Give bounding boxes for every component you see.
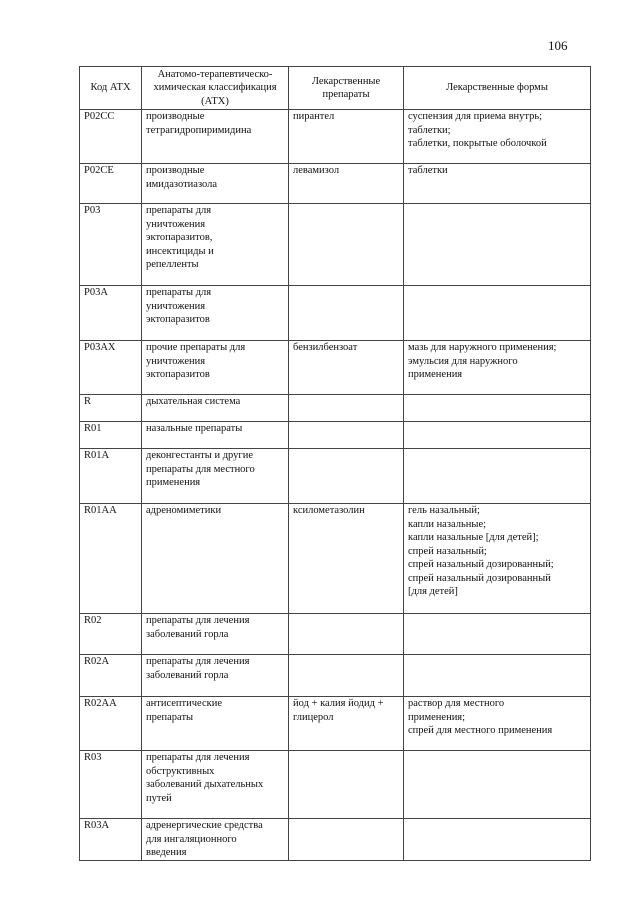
table-row	[80, 504, 591, 614]
table-row	[80, 751, 591, 819]
cell-atx: препараты для лечения обструктивных заболеваний дыхательных путей	[142, 751, 289, 819]
cell-code: R01	[80, 422, 142, 449]
header-code: Код АТХ	[80, 67, 142, 110]
cell-forms	[404, 286, 591, 341]
cell-forms	[404, 449, 591, 504]
cell-atx: препараты для лечения заболеваний горла	[142, 614, 289, 655]
cell-atx: дыхательная система	[142, 395, 289, 422]
table-row	[80, 341, 591, 395]
cell-atx: препараты для лечения заболеваний горла	[142, 655, 289, 697]
header-dosage-forms: Лекарственные формы	[404, 67, 591, 110]
table-row	[80, 449, 591, 504]
header-drugs: Лекарственные препараты	[289, 67, 404, 110]
table-row	[80, 422, 591, 449]
cell-code: R02A	[80, 655, 142, 697]
cell-atx: производные имидазотиазола	[142, 164, 289, 204]
cell-drug: бензилбензоат	[289, 341, 404, 395]
cell-drug: пирантел	[289, 110, 404, 164]
page-number: 106	[548, 38, 568, 53]
cell-drug	[289, 449, 404, 504]
table-row	[80, 697, 591, 751]
table-row	[80, 110, 591, 164]
table-row	[80, 164, 591, 204]
table-row	[80, 395, 591, 422]
cell-atx: препараты для уничтожения эктопаразитов, инсектициды и репелленты	[142, 204, 289, 286]
cell-forms: гель назальный; капли назальные; капли назальные [для детей]; спрей назальный; спрей назальный дозированный; спрей назальный дозированный [для детей]	[404, 504, 591, 614]
cell-atx: назальные препараты	[142, 422, 289, 449]
cell-atx: препараты для уничтожения эктопаразитов	[142, 286, 289, 341]
cell-drug	[289, 751, 404, 819]
cell-forms	[404, 819, 591, 861]
cell-code: P03A	[80, 286, 142, 341]
cell-atx: адреномиметики	[142, 504, 289, 614]
table-header-row	[80, 67, 591, 110]
cell-code: R01A	[80, 449, 142, 504]
cell-code: R02AA	[80, 697, 142, 751]
cell-drug	[289, 204, 404, 286]
cell-atx: производные тетрагидропиримидина	[142, 110, 289, 164]
cell-drug	[289, 286, 404, 341]
cell-code: P02CE	[80, 164, 142, 204]
cell-forms	[404, 751, 591, 819]
cell-forms: раствор для местного применения; спрей для местного применения	[404, 697, 591, 751]
cell-drug: ксилометазолин	[289, 504, 404, 614]
cell-drug: левамизол	[289, 164, 404, 204]
cell-forms	[404, 395, 591, 422]
cell-drug	[289, 614, 404, 655]
table-row	[80, 819, 591, 861]
cell-forms	[404, 422, 591, 449]
cell-forms	[404, 204, 591, 286]
cell-atx: деконгестанты и другие препараты для местного применения	[142, 449, 289, 504]
cell-drug	[289, 422, 404, 449]
header-atx-classification: Анатомо-терапевтическо-химическая классификация (АТХ)	[142, 67, 289, 110]
cell-drug	[289, 819, 404, 861]
cell-atx: антисептические препараты	[142, 697, 289, 751]
cell-code: R01AA	[80, 504, 142, 614]
table-row	[80, 614, 591, 655]
atx-table	[79, 66, 591, 861]
cell-code: R	[80, 395, 142, 422]
cell-code: R02	[80, 614, 142, 655]
cell-drug	[289, 655, 404, 697]
cell-atx: прочие препараты для уничтожения эктопаразитов	[142, 341, 289, 395]
cell-forms	[404, 655, 591, 697]
table-row	[80, 655, 591, 697]
cell-forms: таблетки	[404, 164, 591, 204]
cell-code: R03	[80, 751, 142, 819]
table-row	[80, 204, 591, 286]
table-row	[80, 286, 591, 341]
cell-drug: йод + калия йодид + глицерол	[289, 697, 404, 751]
cell-code: P02CC	[80, 110, 142, 164]
cell-forms: суспензия для приема внутрь; таблетки; таблетки, покрытые оболочкой	[404, 110, 591, 164]
cell-drug	[289, 395, 404, 422]
cell-code: P03AX	[80, 341, 142, 395]
cell-forms: мазь для наружного применения; эмульсия для наружного применения	[404, 341, 591, 395]
cell-forms	[404, 614, 591, 655]
cell-code: R03A	[80, 819, 142, 861]
cell-code: P03	[80, 204, 142, 286]
cell-atx: адренергические средства для ингаляционного введения	[142, 819, 289, 861]
